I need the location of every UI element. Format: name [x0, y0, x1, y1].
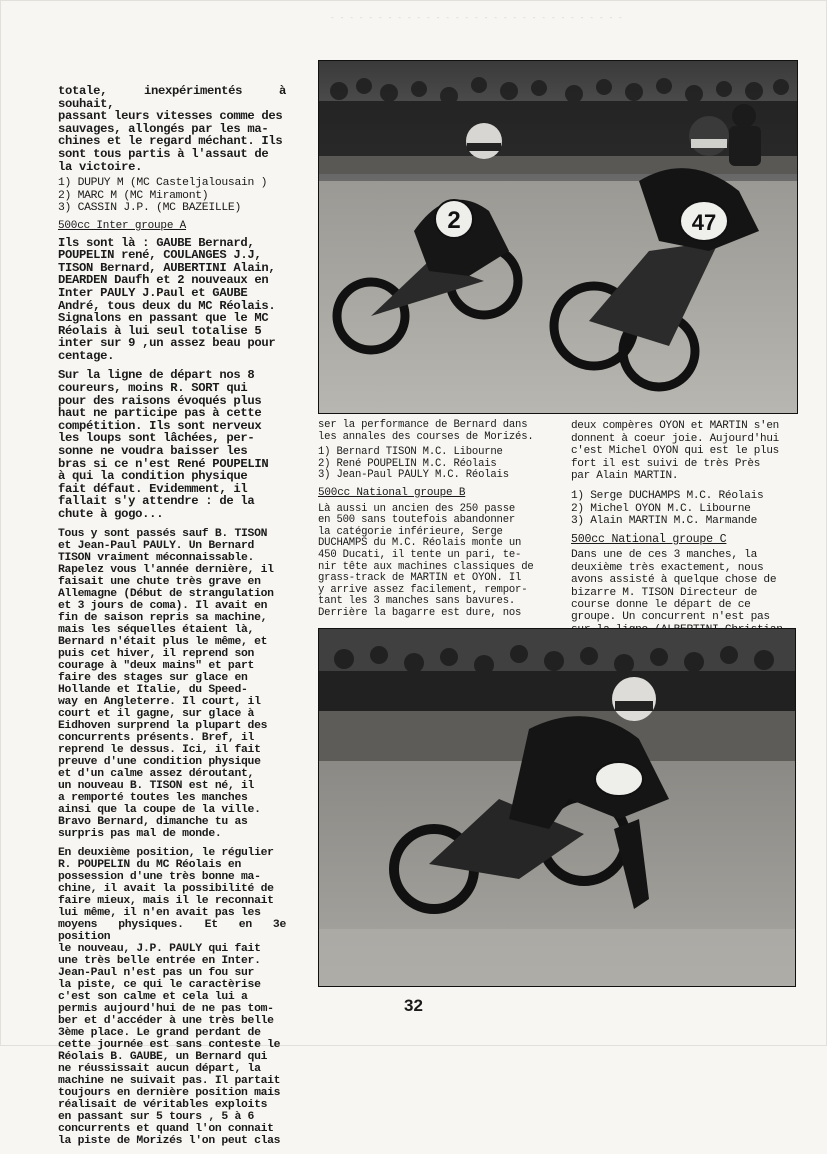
paragraph-performance: ser la performance de Bernard dans les annales des courses de Morizés. [318, 419, 534, 443]
middle-column [318, 420, 554, 627]
paragraph-second-position: En deuxième position, le régulier R. POUPELIN du MC Réolais en possession d'une très bonne ma- chine, il avait la possibilité de faire mieux, mais il le reconnait lui même, il n'en avait pas les moyens physiques. Et en 3e position le nouveau, J.P. PAULY qui fait une très belle entrée en Inter. Jean-Paul n'est pas un fou sur la piste, ce qui le caractèrise c'est son calme et cela lui a permis aujourd'hui de ne pas tom- ber et d'accéder à une très belle 3ème place. Le grand perdant de cette journée est sans conteste le Réolais B. GAUBE, un Bernard qui ne réussissait aucun départ, la machine ne suivait pas. Il partait toujours en dernière position mais réalisait de véritables exploits en passant sur 5 tours , 5 à 6 concurrents et quand l'on connait la piste de Morizés l'on peut clas [58, 846, 286, 1147]
paragraph-national-c: Dans une de ces 3 manches, la deuxième très exactement, nous avons assisté à quelque chose de bizarre M. TISON Directeur de course donne le départ de ce groupe. Un concurrent n'est pas [571, 549, 777, 624]
results-list-group-juniors: 1) DUPUY M (MC Casteljalousain ) 2) MARC M (MC Miramont) 3) CASSIN J.P. (MC BAZEILLE) [58, 177, 268, 215]
left-column [58, 85, 286, 1154]
photo-single-rider [318, 628, 796, 987]
results-list-national-b: 1) Serge DUCHAMPS M.C. Réolais 2) Michel OYON M.C. Libourne 3) Alain MARTIN M.C. Marmande [571, 489, 764, 528]
rider-47-plate-number: 47 [691, 210, 717, 235]
bleed-through-text: - - - - - - - - - - - - - - - - - - - - - - - - - - - - - - - [330, 14, 623, 23]
rider-2-plate-number: 2 [447, 207, 461, 234]
paragraph-participants: Ils sont là : GAUBE Bernard, POUPELIN rené, COULANGES J.J, TISON Bernard, AUBERTINI Alain, DEARDEN Daufh et 2 nouveaux en Inter PAULY J.Paul et GAUBE André, tous deux du MC Réolais. Signalons en passant que le MC Réolais à lui seul totalise 5 inter sur 9 ,un assez beau pour centage. [58, 235, 276, 363]
section-heading-inter-a: 500cc Inter groupe A [58, 219, 187, 232]
photo-two-riders [318, 60, 798, 414]
results-list-inter-a: 1) Bernard TISON M.C. Libourne 2) René POUPELIN M.C. Réolais 3) Jean-Paul PAULY M.C. Réolais [318, 446, 509, 482]
paragraph-oyon-martin: deux compères OYON et MARTIN s'en donnent à coeur joie. Aujourd'hui c'est Michel OYON qui est le plus fort il est suivi de très Près par Alain MARTIN. [571, 420, 779, 483]
page-number: 32 [404, 996, 423, 1015]
section-heading-national-c: 500cc National groupe C [571, 532, 727, 546]
section-heading-national-b: 500cc National groupe B [318, 486, 466, 499]
intro-paragraph: totale, inexpérimentés à souhait, passant leurs vitesses comme des sauvages, allongés par les ma- chines et le regard méchant. Ils sont tous partis à l'assaut de la victoire. [58, 84, 286, 174]
track-surface [319, 929, 795, 986]
paragraph-national-b: Là aussi un ancien des 250 passe en 500 sans toutefois abandonner la catégorie inférieure, Serge DUCHAMPS du M.C. Réolais monte un 450 Ducati, il tente un pari, te- nir tête aux machines classiques de grass-track de MARTIN et OYON. Il y arrive assez facilement, rempor- tant les 3 manches sans bavures. Derrière la bagarre est dure, nos [318, 502, 534, 619]
hay-bales [319, 156, 797, 174]
paragraph-tison: Tous y sont passés sauf B. TISON et Jean-Paul PAULY. Un Bernard TISON vraiment méconnaissable. Rapelez vous l'année dernière, il faisait une chute très grave en Allemagne (Début de strangulation et 3 jours de coma). Il avait en fin de saison repris sa machine, mais les séquelles étaient là, Bernard n'était plus le même, et puis cet hiver, il reprend son courage à "deux mains" et part faire des stages sur glace en Hollande et Italie, du Speed- way en Angleterre. Il court, il court et il gagne, sur glace à Eidhoven surprend la plupart des concurrents présents. Bref, il reprend le dessus. Ici, il fait preuve d'une condition physique et d'un calme assez déroutant, un nouveau B. TISON est né, il a remporté toutes les manches ainsi que la coupe de la ville. Bravo Bernard, dimanche tu as surpris pas mal de monde. [58, 527, 274, 840]
paragraph-start-line: Sur la ligne de départ nos 8 coureurs, moins R. SORT qui pour des raisons évoqués plus haut ne participe pas à cette compétition. Ils sont nerveux les loups sont lâchées, per- sonne ne voudra baisser les bras si ce n'est René POUPELIN à qui la condition physique fait défaut. Evidemment, il fallait s'y attendre : de la chute à gogo... [58, 368, 269, 521]
right-column [571, 420, 797, 643]
